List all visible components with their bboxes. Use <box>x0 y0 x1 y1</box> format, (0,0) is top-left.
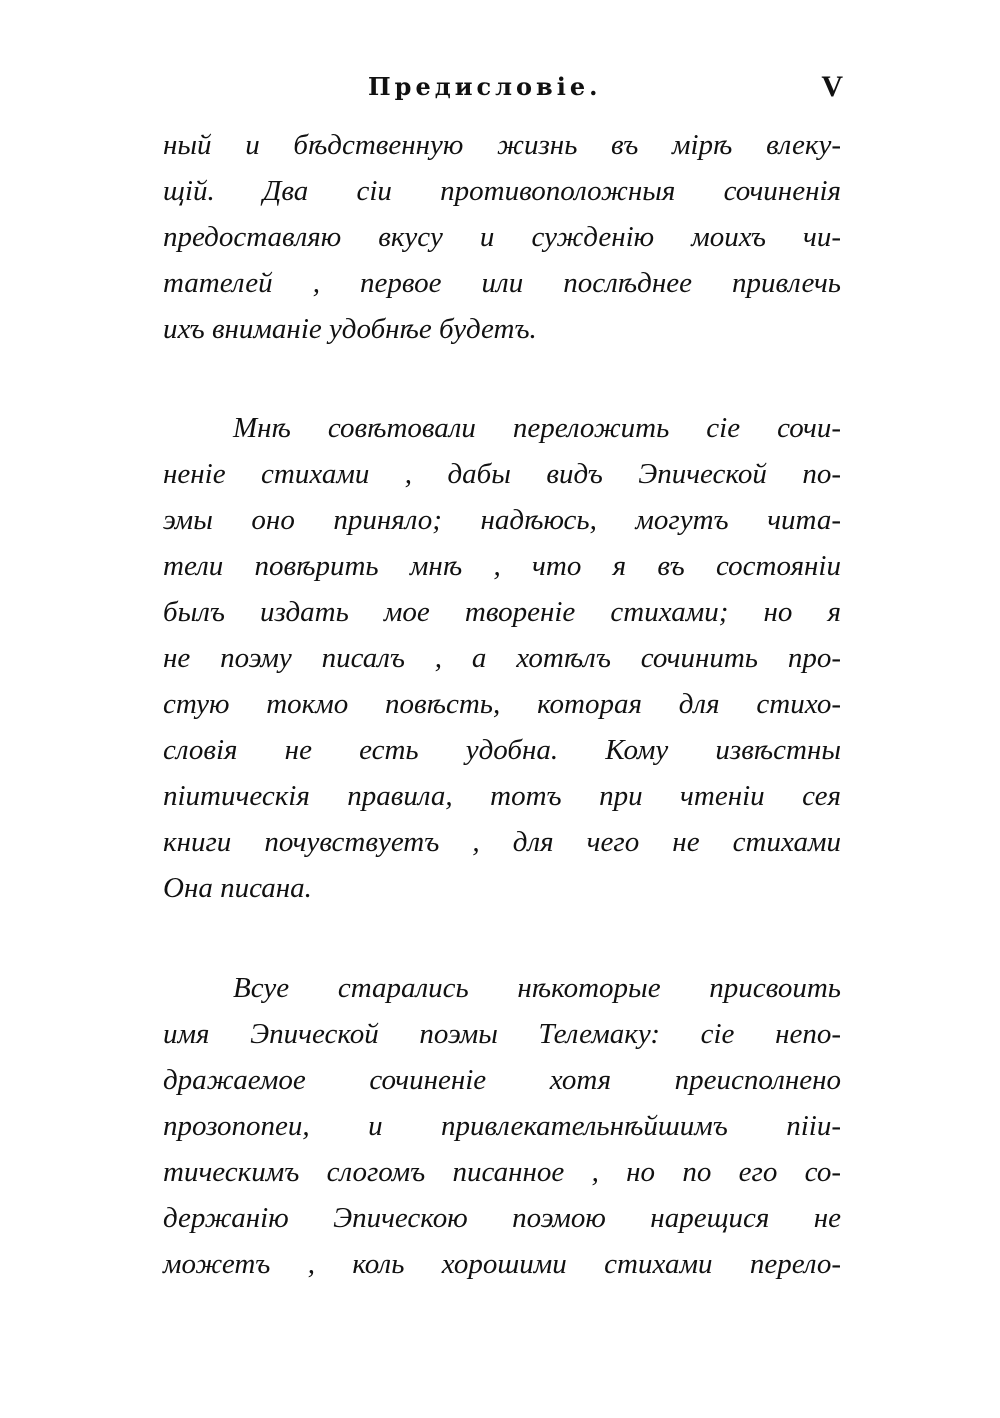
text-line: не поэму писалъ , а хотѣлъ сочинить про- <box>163 642 841 674</box>
page-title: Предисловіе. <box>368 72 602 101</box>
text-line: стую токмо повѣсть, которая для стихо- <box>163 688 841 720</box>
text-line: былъ издать мое твореніе стихами; но я <box>163 596 841 628</box>
paragraph-1 <box>163 122 841 352</box>
text-line: можетъ , коль хорошими стихами перело- <box>163 1248 841 1280</box>
text-line: тели повѣрить мнѣ , что я въ состояніи <box>163 550 841 582</box>
text-line: тическимъ слогомъ писанное , но по его со- <box>163 1156 841 1188</box>
text-line: Она писана. <box>163 872 312 904</box>
text-line: словія не есть удобна. Кому извѣстны <box>163 734 841 766</box>
text-line: предоставляю вкусу и сужденію моихъ чи- <box>163 221 841 253</box>
text-line: имя Эпической поэмы Телемаку: сіе непо- <box>163 1018 841 1050</box>
text-line: піитическія правила, тотъ при чтеніи сея <box>163 780 841 812</box>
text-line: ный и бѣдственную жизнь въ мірѣ влеку- <box>163 129 841 161</box>
text-line: дражаемое сочиненіе хотя преисполнено <box>163 1064 841 1096</box>
text-line: прозопопеи, и привлекательнѣйшимъ пііи- <box>163 1110 841 1142</box>
text-line: держанію Эпическою поэмою нарещися не <box>163 1202 841 1234</box>
text-line: эмы оно приняло; надѣюсь, могутъ чита- <box>163 504 841 536</box>
text-line: ихъ вниманіе удобнѣе будетъ. <box>163 313 537 345</box>
text-line: Мнѣ совѣтовали переложить сіе сочи- <box>233 412 841 444</box>
text-line: книги почувствуетъ , для чего не стихами <box>163 826 841 858</box>
text-line: неніе стихами , дабы видъ Эпической по- <box>163 458 841 490</box>
running-header <box>163 72 843 112</box>
paragraph-3 <box>163 965 841 1287</box>
text-line: щій. Два сіи противоположныя сочиненія <box>163 175 841 207</box>
paragraph-2 <box>163 405 841 911</box>
page-number: V <box>821 70 843 103</box>
text-line: тателей , первое или послѣднее привлечь <box>163 267 841 299</box>
text-line: Всуе старались нѣкоторые присвоить <box>233 972 841 1004</box>
